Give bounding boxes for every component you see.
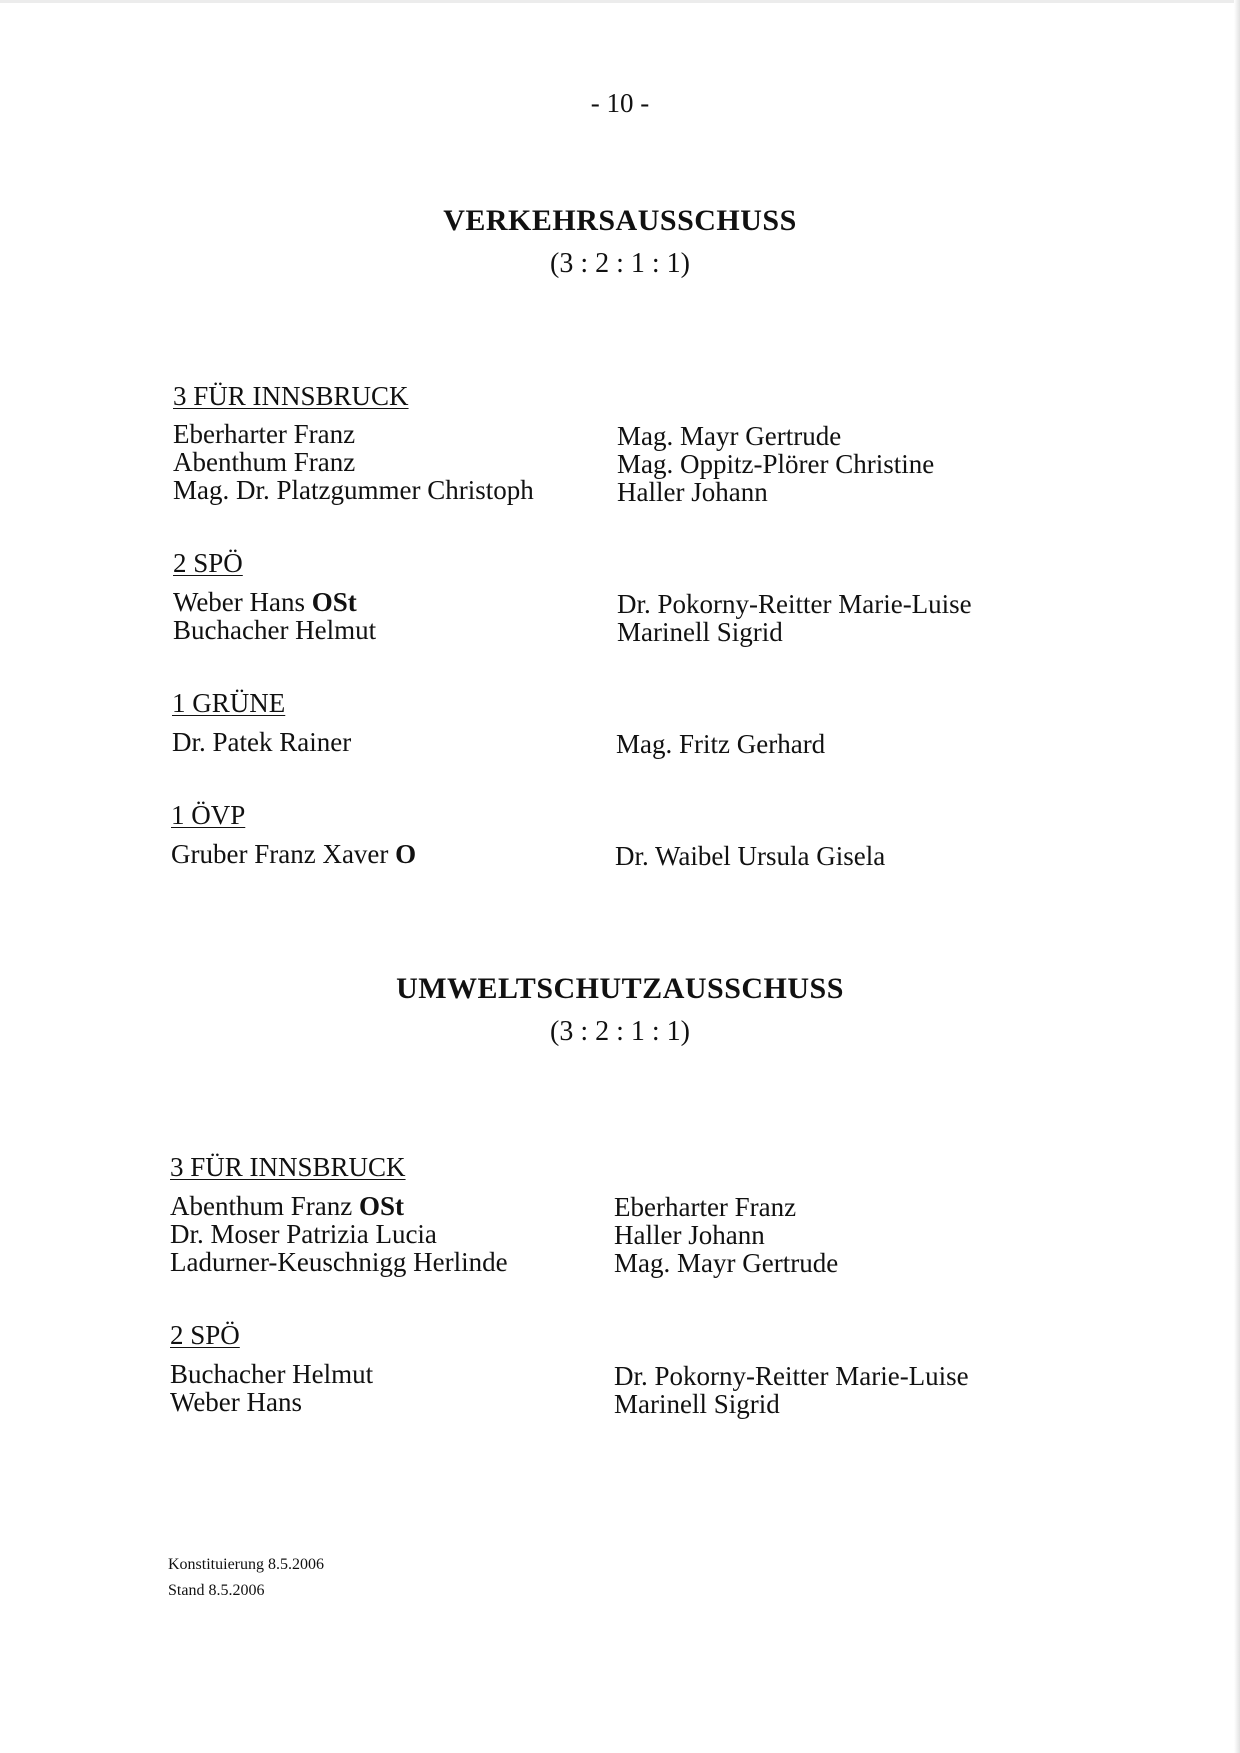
role-suffix: OSt (358, 1191, 404, 1221)
substitutes-column (614, 1362, 969, 1418)
role-suffix: O (395, 839, 417, 869)
members-column (173, 420, 534, 504)
party-heading: 3 FÜR INNSBRUCK (173, 381, 409, 411)
substitute-name: Haller Johann (614, 1220, 765, 1250)
members-column (170, 1360, 373, 1416)
substitute-name: Mag. Mayr Gertrude (617, 421, 842, 451)
scan-edge-top (0, 0, 1240, 3)
member-name: Abenthum Franz (173, 447, 356, 477)
substitutes-column (614, 1193, 838, 1277)
member-name: Dr. Moser Patrizia Lucia (170, 1219, 437, 1249)
committee-title: UMWELTSCHUTZAUSSCHUSS (396, 972, 844, 1005)
role-suffix: OSt (311, 587, 357, 617)
substitute-name: Mag. Oppitz-Plörer Christine (617, 449, 935, 479)
member-name: Abenthum Franz OSt (170, 1191, 404, 1221)
party-heading: 2 SPÖ (170, 1320, 240, 1350)
party-heading: 1 ÖVP (171, 800, 246, 830)
members-column (173, 588, 376, 644)
committee-ratio: (3 : 2 : 1 : 1) (550, 1016, 690, 1047)
substitutes-column (617, 422, 934, 506)
substitutes-column (615, 842, 885, 870)
member-name: Weber Hans (170, 1387, 303, 1417)
footer (168, 1552, 324, 1604)
committee-ratio: (3 : 2 : 1 : 1) (550, 248, 690, 279)
party-heading: 2 SPÖ (173, 548, 243, 578)
members-column (171, 840, 416, 868)
substitutes-column (617, 590, 972, 646)
committee-title: VERKEHRSAUSSCHUSS (443, 204, 797, 237)
substitute-name: Haller Johann (617, 477, 768, 507)
member-name: Eberharter Franz (173, 419, 356, 449)
footer-constitution-date: Konstituierung 8.5.2006 (168, 1556, 324, 1573)
member-name: Dr. Patek Rainer (172, 727, 352, 757)
member-name: Weber Hans OSt (173, 587, 357, 617)
member-name: Buchacher Helmut (170, 1359, 374, 1389)
member-name: Gruber Franz Xaver O (171, 839, 417, 869)
member-name: Mag. Dr. Platzgummer Christoph (173, 475, 534, 505)
party-heading: 3 FÜR INNSBRUCK (170, 1152, 406, 1182)
members-column (172, 728, 351, 756)
substitute-name: Dr. Pokorny-Reitter Marie-Luise (617, 589, 972, 619)
member-name: Ladurner-Keuschnigg Herlinde (170, 1247, 508, 1277)
substitutes-column (616, 730, 825, 758)
substitute-name: Mag. Fritz Gerhard (616, 729, 826, 759)
page-number: - 10 - (590, 88, 650, 118)
substitute-name: Eberharter Franz (614, 1192, 797, 1222)
substitute-name: Mag. Mayr Gertrude (614, 1248, 839, 1278)
substitute-name: Marinell Sigrid (614, 1389, 780, 1419)
members-column (170, 1192, 508, 1276)
substitute-name: Dr. Waibel Ursula Gisela (615, 841, 886, 871)
footer-status-date: Stand 8.5.2006 (168, 1582, 265, 1599)
substitute-name: Dr. Pokorny-Reitter Marie-Luise (614, 1361, 969, 1391)
party-heading: 1 GRÜNE (172, 688, 286, 718)
member-name: Buchacher Helmut (173, 615, 377, 645)
substitute-name: Marinell Sigrid (617, 617, 783, 647)
